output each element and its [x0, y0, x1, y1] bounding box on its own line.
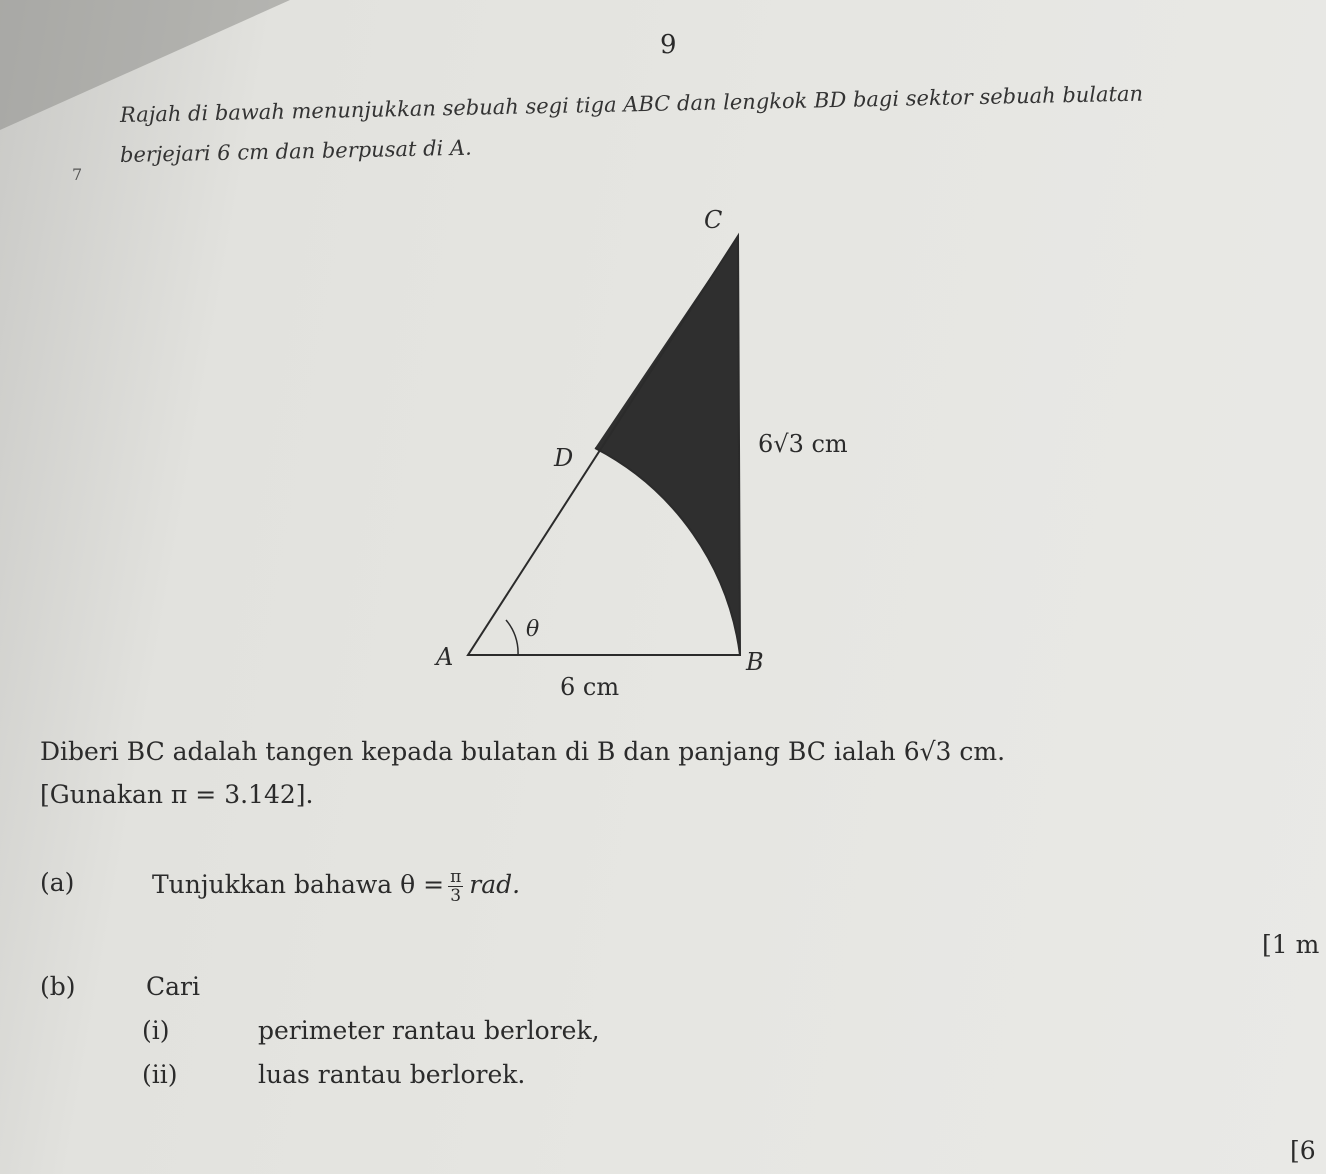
shaded-region: [595, 236, 740, 655]
question-a-prefix: Tunjukkan bahawa θ =: [152, 870, 445, 899]
question-b-part-i-label: (i): [142, 1016, 170, 1045]
given-statement: Diberi BC adalah tangen kepada bulatan di B dan panjang BC ialah 6√3 cm.: [40, 737, 1006, 766]
stray-mark: 7: [72, 165, 83, 184]
intro-line-1: Rajah di bawah menunjukkan sebuah segi tiga ABC dan lengkok BD bagi sektor sebuah bulatan: [119, 81, 1144, 127]
fraction-numerator: π: [450, 867, 462, 887]
label-d: D: [554, 444, 574, 472]
label-ab-length: 6 cm: [560, 673, 620, 701]
intro-line-2: berjejari 6 cm dan berpusat di A.: [119, 135, 473, 167]
label-c: C: [704, 206, 723, 234]
fraction-denominator: 3: [450, 886, 462, 906]
label-a: A: [436, 643, 454, 671]
pi-over-3-fraction: [448, 868, 463, 905]
label-b: B: [746, 648, 764, 676]
question-b-label: (b): [40, 972, 76, 1001]
question-a-text: [152, 868, 520, 905]
question-b-marks: [6: [1290, 1136, 1316, 1165]
label-theta: θ: [526, 617, 540, 642]
page-number: 9: [660, 30, 677, 60]
angle-theta-arc: [506, 620, 518, 655]
question-b-text: Cari: [146, 972, 200, 1001]
triangle-sector-diagram: [420, 200, 890, 700]
question-a-suffix: rad.: [469, 870, 521, 899]
question-b-part-ii-text: luas rantau berlorek.: [258, 1060, 526, 1089]
question-a-marks: [1 m: [1262, 930, 1320, 959]
given-pi-value: [Gunakan π = 3.142].: [40, 780, 314, 809]
question-a-label: (a): [40, 868, 75, 897]
question-b-part-i-text: perimeter rantau berlorek,: [258, 1016, 600, 1045]
question-b-part-ii-label: (ii): [142, 1060, 178, 1089]
label-bc-length: 6√3 cm: [758, 430, 848, 458]
